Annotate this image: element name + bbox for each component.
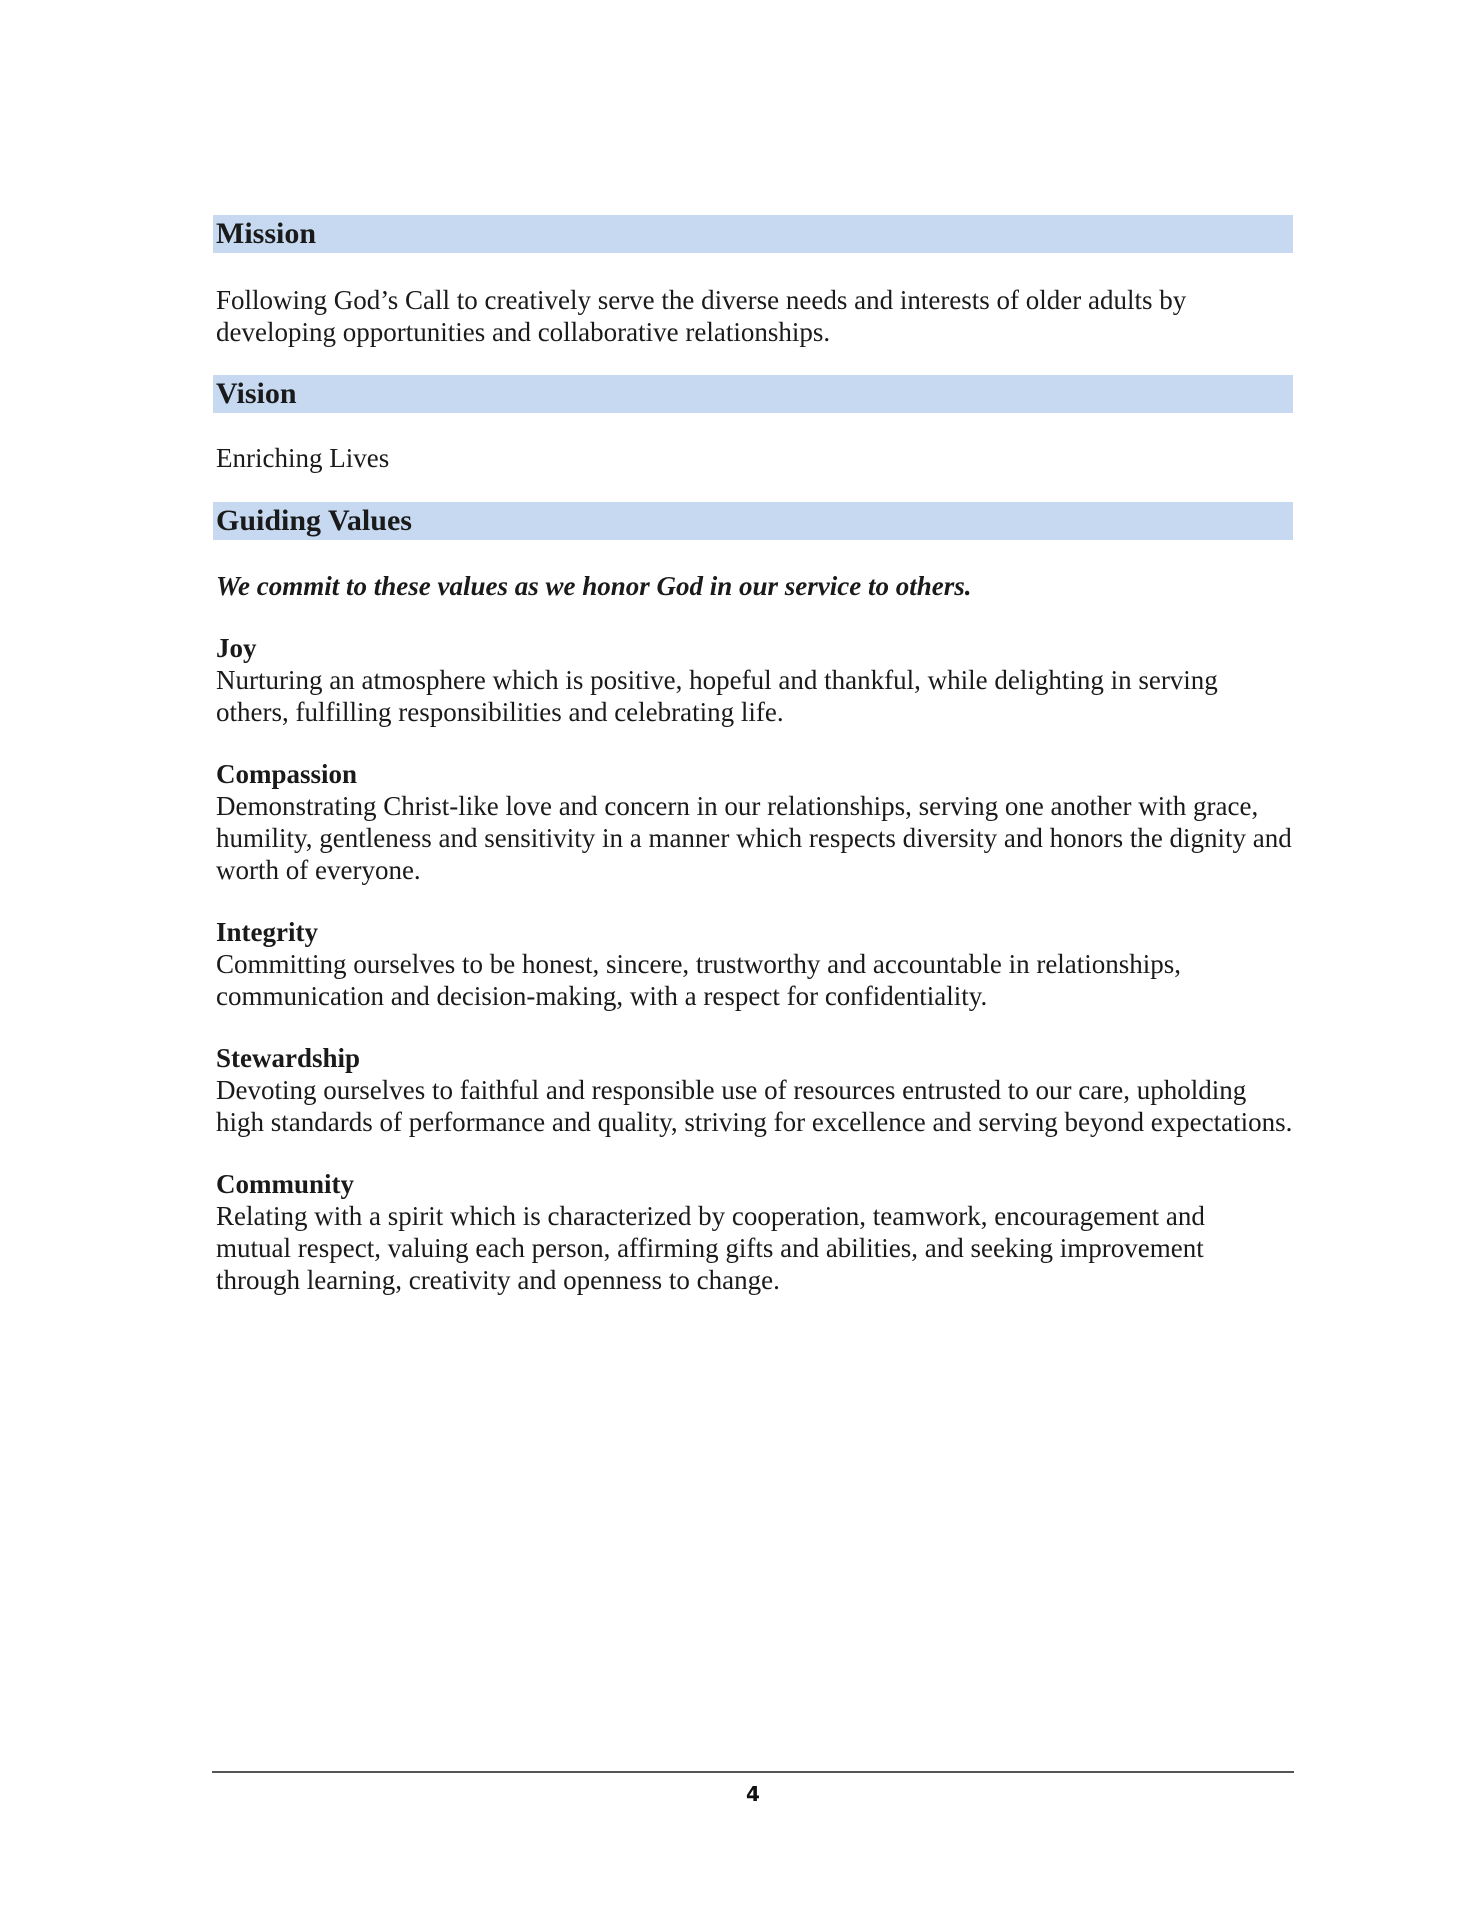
value-title: Compassion — [216, 759, 358, 789]
value-title: Integrity — [216, 917, 318, 947]
value-item-integrity — [213, 916, 1293, 1012]
value-title: Joy — [216, 633, 257, 663]
value-item-community — [213, 1168, 1293, 1296]
value-text: Devoting ourselves to faithful and responsible use of resources entrusted to our care, upholding high standards of performance and quality, striving for excellence and serving beyond expectations. — [216, 1075, 1293, 1137]
value-item-joy — [213, 632, 1293, 728]
value-title: Stewardship — [216, 1043, 361, 1073]
value-item-stewardship — [213, 1042, 1293, 1138]
value-title: Community — [216, 1169, 355, 1199]
value-text: Committing ourselves to be honest, sincere, trustworthy and accountable in relationships, communication and decision-making, with a respect for confidentiality. — [216, 949, 1182, 1011]
vision-heading: Vision — [213, 375, 1293, 413]
guiding-values-heading: Guiding Values — [213, 502, 1293, 540]
mission-heading: Mission — [213, 215, 1293, 253]
value-text: Relating with a spirit which is characterized by cooperation, teamwork, encouragement and mutual respect, valuing each person, affirming gifts and abilities, and seeking improvement through learning, creativity and openness to change. — [216, 1201, 1205, 1295]
page-content — [213, 215, 1293, 1296]
value-item-compassion — [213, 758, 1293, 886]
footer-rule — [212, 1771, 1294, 1773]
guiding-values-intro: We commit to these values as we honor God in our service to others. — [216, 571, 972, 601]
vision-text: Enriching Lives — [216, 443, 390, 473]
page-number: 4 — [746, 1782, 760, 1806]
value-text: Demonstrating Christ-like love and concern in our relationships, serving one another with grace, humility, gentleness and sensitivity in a manner which respects diversity and honors the dignity and worth of everyone. — [216, 791, 1292, 885]
mission-text: Following God’s Call to creatively serve the diverse needs and interests of older adults by developing opportunities and collaborative relationships. — [216, 285, 1187, 347]
value-text: Nurturing an atmosphere which is positive, hopeful and thankful, while delighting in serving others, fulfilling responsibilities and celebrating life. — [216, 665, 1218, 727]
